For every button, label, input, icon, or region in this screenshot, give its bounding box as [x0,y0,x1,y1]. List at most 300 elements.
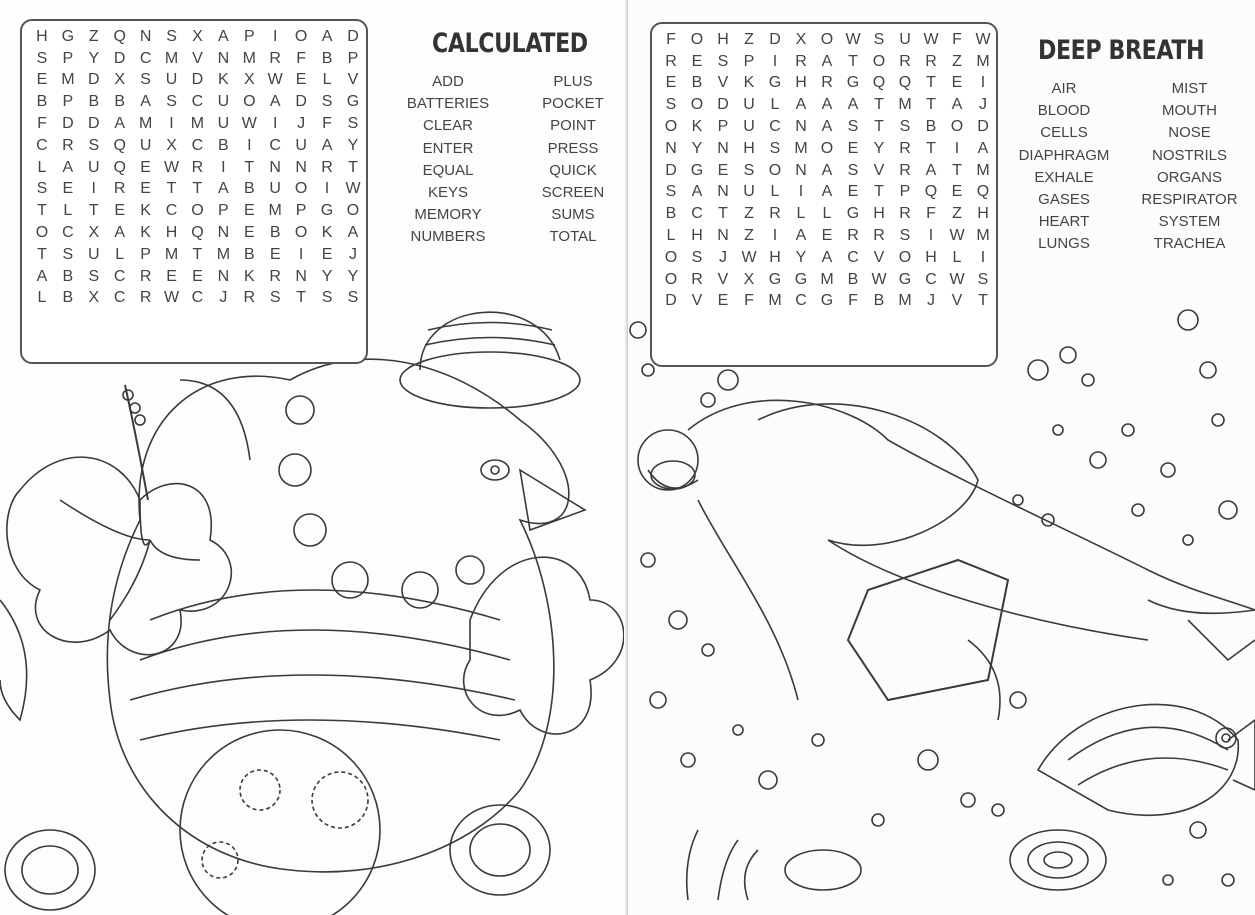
grid-letter: P [62,49,74,67]
grid-letter: C [769,118,781,136]
grid-letter: Z [952,52,962,70]
grid-letter: E [114,202,126,220]
grid-letter: N [295,267,307,285]
grid-letter: T [348,158,358,176]
grid-letter: E [295,71,307,89]
grid-letter: M [268,202,282,220]
grid-row [658,269,996,291]
grid-letter: C [139,49,152,67]
grid-row [29,288,366,310]
grid-letter: R [139,289,152,307]
grid-letter: S [62,245,74,263]
grid-letter: I [798,183,804,201]
grid-letter: V [951,292,963,310]
grid-letter: E [321,245,333,263]
grid-letter: P [347,49,359,67]
grid-letter: Y [873,139,885,157]
grid-row [658,29,996,51]
grid-letter: R [847,227,859,245]
word-list-item: BATTERIES [406,95,490,113]
grid-letter: U [88,158,100,176]
grid-row [29,200,366,222]
grid-letter: B [114,93,126,111]
grid-letter: A [140,93,151,111]
grid-letter: L [952,248,962,266]
grid-letter: M [976,227,990,245]
grid-letter: D [88,71,100,89]
grid-letter: C [191,136,204,154]
grid-letter: I [954,139,960,157]
grid-letter: R [113,180,126,198]
grid-letter: K [218,71,229,89]
grid-letter: B [243,245,255,263]
grid-letter: S [140,71,151,89]
grid-letter: D [665,292,677,310]
grid-letter: Y [88,49,100,67]
word-list-item: PLUS [553,73,593,90]
grid-letter: C [165,202,178,220]
grid-letter: O [294,27,308,45]
grid-letter: A [795,227,807,245]
grid-letter: U [743,118,755,136]
grid-letter: L [822,205,832,223]
grid-letter: F [322,115,332,133]
grid-letter: S [347,289,359,307]
grid-letter: L [770,96,780,114]
grid-letter: A [821,52,833,70]
grid-letter: W [975,30,991,48]
right-letter-grid [650,22,998,367]
grid-letter: H [36,27,48,45]
grid-letter: T [166,180,177,198]
grid-letter: N [717,139,729,157]
grid-letter: C [847,248,859,266]
grid-letter: O [768,161,782,179]
grid-letter: U [217,93,230,111]
grid-letter: T [926,139,936,157]
grid-letter: A [821,248,833,266]
grid-letter: S [665,96,677,114]
grid-letter: B [691,74,703,92]
grid-letter: R [62,136,74,154]
grid-row [29,244,366,266]
grid-letter: N [139,27,152,45]
grid-letter: N [295,158,307,176]
grid-letter: E [951,183,963,201]
grid-letter: X [166,136,177,154]
grid-row [29,157,366,179]
grid-letter: D [665,161,677,179]
grid-row [29,70,366,92]
grid-row [29,179,366,201]
grid-letter: G [320,202,334,220]
grid-letter: D [347,27,359,45]
grid-letter: U [165,71,178,89]
grid-letter: E [717,292,729,310]
grid-letter: X [88,289,100,307]
grid-letter: R [821,74,833,92]
grid-letter: E [140,180,151,198]
grid-letter: R [243,289,256,307]
grid-row [658,203,996,225]
word-list-item: DIAPHRAGM [1018,146,1110,164]
right-word-list [1014,78,1247,256]
right-puzzle-title: DEEP BREATH [1038,35,1205,66]
grid-letter: E [192,267,203,285]
grid-letter: T [926,74,936,92]
grid-letter: H [165,224,178,242]
grid-letter: Z [744,227,754,245]
grid-letter: Q [113,158,126,176]
grid-letter: E [243,224,255,242]
grid-letter: N [269,158,281,176]
grid-letter: U [743,183,755,201]
grid-letter: I [221,158,226,176]
word-list-item: MIST [1171,80,1208,97]
grid-letter: J [219,289,228,307]
grid-letter: G [846,205,860,223]
grid-letter: C [113,289,126,307]
grid-letter: W [267,71,283,89]
grid-letter: S [899,227,911,245]
grid-letter: U [743,96,755,114]
grid-letter: A [114,115,126,133]
grid-letter: Y [691,139,703,157]
grid-letter: I [772,52,778,70]
grid-letter: T [978,292,988,310]
grid-row [658,94,996,116]
grid-row [658,73,996,95]
grid-letter: X [88,224,100,242]
grid-letter: R [925,52,937,70]
grid-letter: S [166,27,177,45]
grid-letter: I [272,27,278,45]
grid-letter: M [216,245,231,263]
grid-letter: R [899,139,911,157]
grid-letter: Q [898,74,912,92]
grid-letter: E [243,202,255,220]
grid-letter: T [88,202,99,220]
grid-letter: X [743,270,755,288]
grid-letter: R [191,158,204,176]
grid-letter: A [977,139,989,157]
grid-letter: C [113,267,126,285]
grid-letter: O [898,248,912,266]
word-list-item: TRACHEA [1153,235,1226,253]
grid-letter: R [873,227,885,245]
grid-letter: U [899,30,911,48]
grid-letter: O [664,118,678,136]
grid-letter: I [91,180,96,198]
grid-letter: F [744,292,754,310]
grid-letter: N [217,49,230,67]
word-list-item: ENTER [422,139,474,157]
grid-letter: C [795,292,807,310]
grid-letter: M [794,139,808,157]
grid-row [658,225,996,247]
grid-row [658,247,996,269]
grid-letter: C [191,289,204,307]
grid-letter: T [192,180,203,198]
word-list-item: MEMORY [414,206,482,224]
grid-letter: I [169,115,174,133]
grid-row [29,222,366,244]
grid-letter: T [192,245,203,263]
grid-letter: P [717,118,729,136]
grid-letter: S [847,118,859,136]
grid-letter: Q [113,136,126,154]
grid-letter: X [243,71,255,89]
word-list-item: POCKET [542,95,604,113]
grid-letter: Y [321,267,333,285]
grid-letter: N [665,139,677,157]
grid-letter: W [949,227,965,245]
grid-letter: A [951,96,963,114]
grid-letter: U [88,245,100,263]
grid-letter: B [243,180,255,198]
grid-letter: K [691,118,703,136]
grid-letter: M [242,49,256,67]
grid-letter: W [871,270,887,288]
grid-letter: C [62,224,74,242]
grid-letter: N [717,227,729,245]
grid-letter: E [821,227,833,245]
left-puzzle-title: CALCULATED [432,28,588,59]
grid-letter: A [218,27,229,45]
grid-letter: R [269,267,281,285]
grid-letter: R [899,205,911,223]
left-word-list [400,71,627,249]
grid-letter: L [770,183,780,201]
grid-letter: O [664,248,678,266]
grid-letter: I [980,74,986,92]
grid-letter: X [795,30,807,48]
grid-row [658,51,996,73]
grid-letter: H [691,227,703,245]
grid-letter: R [691,270,703,288]
grid-letter: A [62,158,74,176]
grid-letter: K [321,224,333,242]
grid-letter: G [794,270,808,288]
word-list-item: EXHALE [1034,168,1094,186]
grid-letter: L [322,71,332,89]
grid-letter: T [874,118,884,136]
grid-letter: G [346,93,360,111]
grid-letter: M [768,292,782,310]
grid-letter: Y [347,267,359,285]
word-list-item: MOUTH [1162,102,1217,120]
grid-row [29,26,366,48]
grid-row [29,113,366,135]
word-list-item: EQUAL [422,161,474,179]
grid-row [658,160,996,182]
grid-letter: I [928,227,934,245]
grid-letter: Q [191,224,204,242]
grid-letter: F [296,49,307,67]
grid-letter: R [269,49,281,67]
grid-row [29,48,366,70]
grid-letter: S [847,161,859,179]
grid-letter: Y [795,248,807,266]
grid-letter: S [717,52,729,70]
grid-letter: O [191,202,204,220]
grid-letter: K [140,224,151,242]
grid-letter: L [796,205,806,223]
word-list-item: POINT [550,117,596,135]
left-letter-grid [20,19,368,364]
word-list-item: NUMBERS [410,228,486,246]
grid-letter: B [218,136,229,154]
grid-letter: R [899,52,911,70]
grid-letter: Z [952,205,962,223]
grid-letter: M [976,161,990,179]
grid-letter: B [321,49,333,67]
grid-letter: E [269,245,281,263]
grid-letter: M [976,52,990,70]
grid-letter: V [717,74,729,92]
grid-letter: S [743,161,755,179]
grid-letter: D [769,30,781,48]
grid-letter: E [665,74,677,92]
grid-row [658,182,996,204]
grid-letter: L [37,289,47,307]
left-page [0,0,627,915]
grid-letter: A [821,118,833,136]
grid-letter: M [190,115,205,133]
grid-letter: M [898,292,912,310]
grid-letter: B [873,292,885,310]
grid-letter: V [873,161,885,179]
grid-letter: L [63,202,73,220]
grid-letter: T [37,245,47,263]
grid-letter: O [820,30,834,48]
grid-letter: P [243,27,255,45]
grid-letter: B [925,118,937,136]
grid-letter: B [847,270,859,288]
grid-letter: E [847,139,859,157]
grid-letter: Q [976,183,990,201]
grid-letter: S [873,30,885,48]
grid-letter: K [243,267,255,285]
grid-letter: X [114,71,126,89]
grid-letter: U [139,136,152,154]
grid-letter: S [769,139,781,157]
grid-letter: E [847,183,859,201]
grid-letter: V [691,292,703,310]
word-list-item: HEART [1038,213,1090,231]
grid-letter: O [950,118,964,136]
grid-letter: T [848,52,858,70]
grid-letter: R [899,161,911,179]
grid-letter: S [665,183,677,201]
word-list-item: ADD [432,73,464,90]
grid-letter: M [820,270,834,288]
grid-letter: V [873,248,885,266]
word-list-item: RESPIRATOR [1141,190,1238,208]
grid-letter: W [345,180,361,198]
grid-letter: H [873,205,885,223]
grid-letter: E [717,161,729,179]
grid-letter: V [192,49,203,67]
grid-letter: W [241,115,257,133]
grid-letter: S [691,248,703,266]
grid-letter: B [88,93,100,111]
grid-letter: P [140,245,151,263]
grid-letter: E [691,52,703,70]
word-list-item: CLEAR [422,117,474,135]
grid-letter: M [164,245,179,263]
grid-letter: B [269,224,281,242]
grid-letter: S [269,289,281,307]
grid-letter: I [272,115,278,133]
word-list-item: CELLS [1040,124,1088,142]
grid-letter: N [717,183,729,201]
grid-row [658,138,996,160]
grid-letter: Q [113,27,126,45]
grid-letter: D [977,118,989,136]
grid-letter: C [925,270,937,288]
grid-letter: E [166,267,177,285]
grid-letter: F [848,292,858,310]
grid-letter: O [346,202,360,220]
grid-letter: I [980,248,986,266]
grid-letter: R [769,205,781,223]
grid-letter: G [690,161,704,179]
grid-letter: T [718,205,728,223]
grid-letter: W [949,270,965,288]
grid-letter: J [297,115,306,133]
grid-letter: T [874,96,884,114]
grid-letter: G [820,292,834,310]
grid-letter: A [691,183,703,201]
grid-letter: R [139,267,152,285]
grid-letter: A [925,161,937,179]
grid-letter: S [977,270,989,288]
grid-letter: C [191,93,204,111]
grid-letter: T [37,202,47,220]
grid-letter: A [36,267,48,285]
grid-letter: M [164,49,179,67]
grid-letter: A [795,96,807,114]
grid-letter: M [138,115,153,133]
word-list-item: AIR [1051,80,1077,97]
grid-letter: D [191,71,204,89]
grid-letter: Z [88,27,99,45]
grid-letter: A [821,183,833,201]
grid-letter: S [166,93,177,111]
grid-letter: G [846,74,860,92]
grid-letter: E [62,180,74,198]
grid-row [658,291,996,313]
grid-letter: A [347,224,359,242]
grid-letter: J [348,245,357,263]
grid-letter: R [795,52,807,70]
grid-letter: A [218,180,229,198]
grid-letter: E [36,71,48,89]
grid-letter: H [743,139,755,157]
word-list-item: TOTAL [549,228,597,246]
grid-letter: T [926,96,936,114]
grid-row [658,116,996,138]
grid-letter: A [269,93,281,111]
grid-letter: S [899,118,911,136]
word-list-item: NOSE [1168,124,1211,142]
grid-letter: J [979,96,987,114]
grid-letter: P [218,202,229,220]
grid-letter: W [845,30,861,48]
grid-letter: V [717,270,729,288]
grid-letter: Q [924,183,938,201]
